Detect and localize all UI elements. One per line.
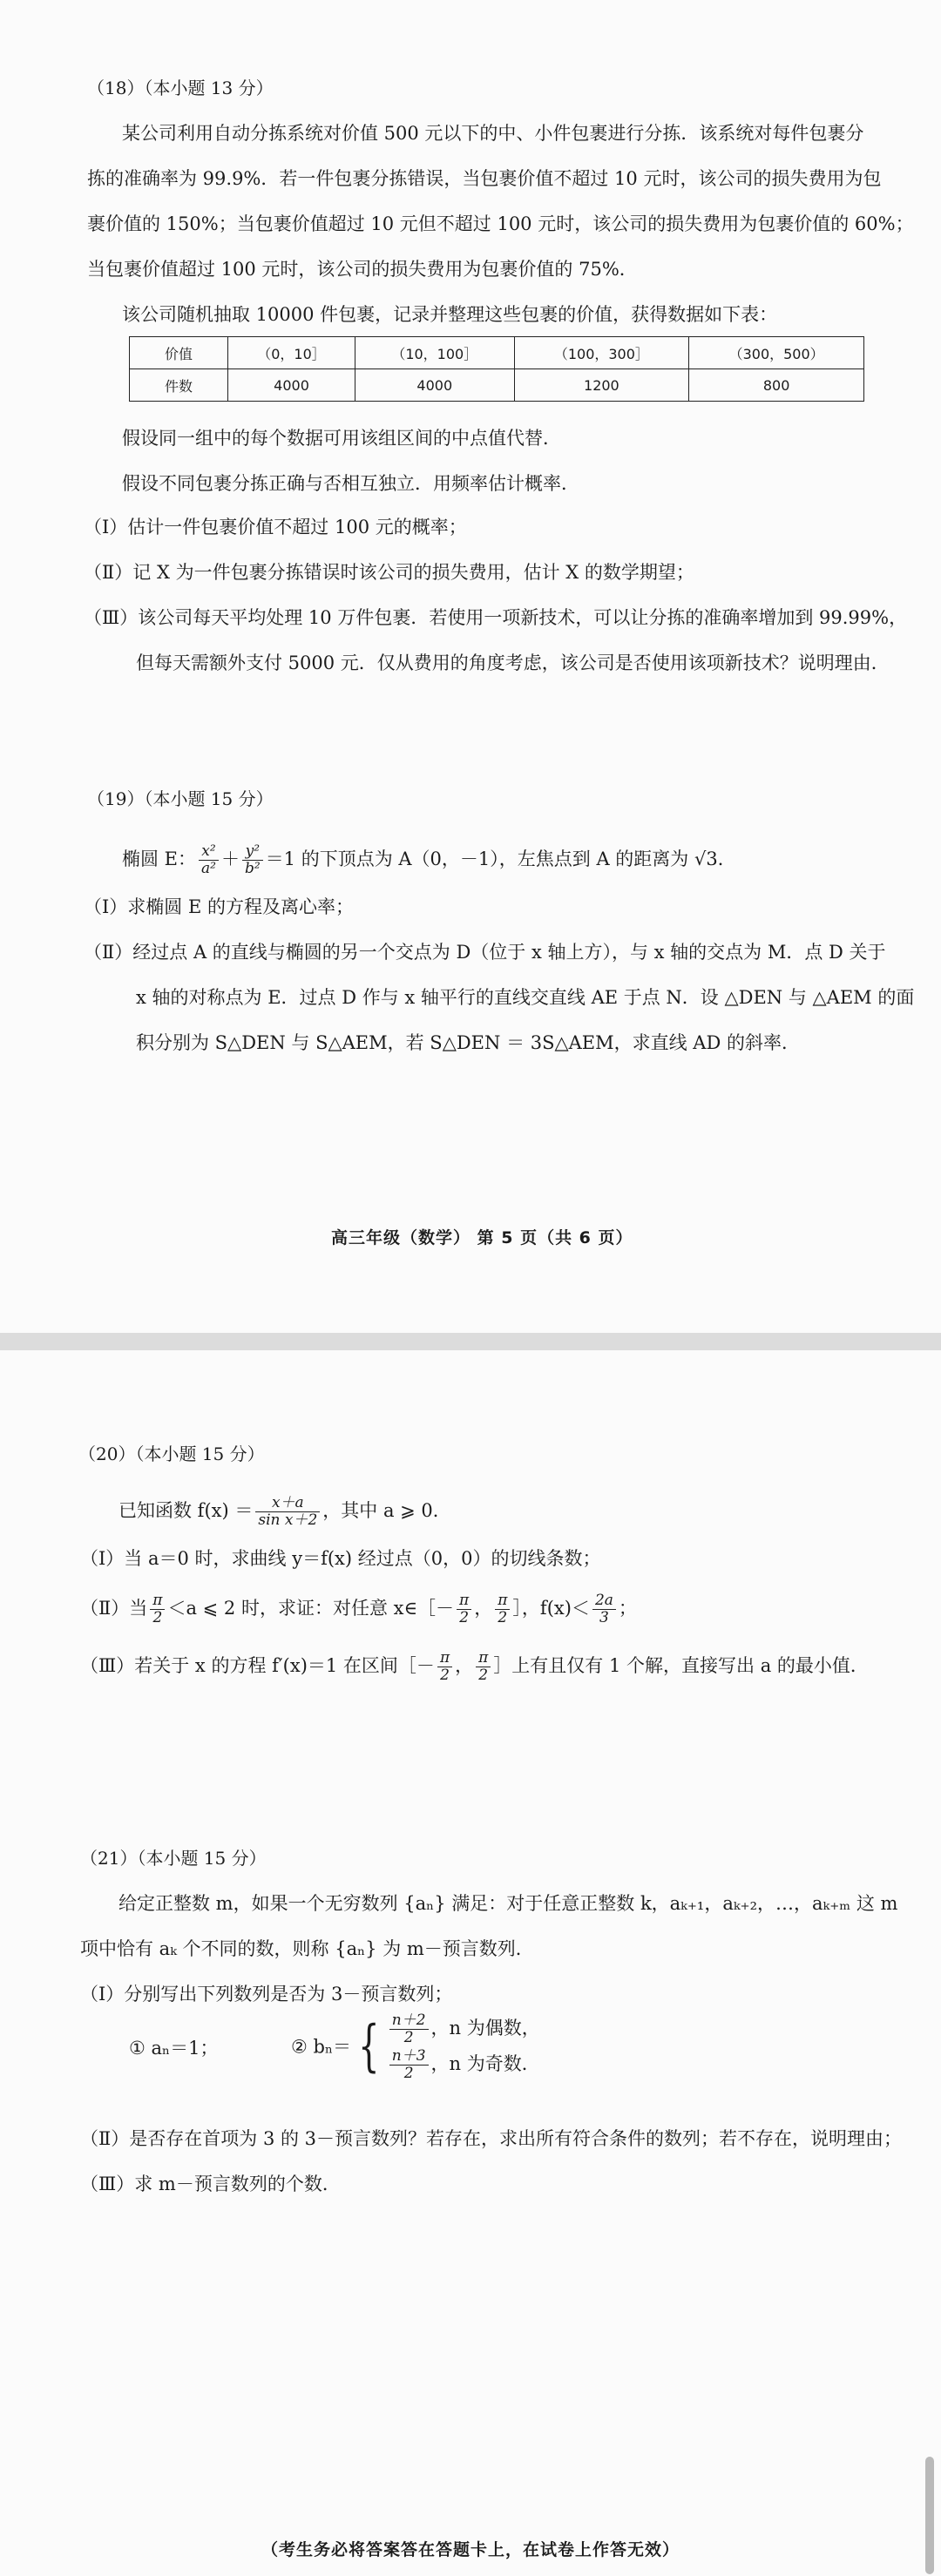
page-footer: 高三年级（数学） 第 5 页（共 6 页）: [331, 1228, 633, 1247]
table-row: [130, 337, 864, 369]
q18-text-line-3: 裹价值的 150%；当包裹价值超过 10 元但不超过 100 元时，该公司的损失费用为包裹价值的 60%；: [87, 213, 914, 234]
q19-part-1: （Ⅰ）求椭圆 E 的方程及离心率；: [84, 896, 354, 917]
q18-text-line-2: 拣的准确率为 99.9%．若一件包裹分拣错误，当包裹价值不超过 10 元时，该公司的损失费用为包: [87, 168, 882, 189]
q21-text-line-2: 项中恰有 aₖ 个不同的数，则称 {aₙ} 为 m－预言数列．: [80, 1938, 534, 1959]
table-cell: 1200: [514, 369, 689, 402]
table-row: [130, 369, 864, 402]
question-19-heading: （19）（本小题 15 分）: [87, 788, 274, 809]
fraction-y2-b2: $\frac{\text{y²}}{\text{b²}}$: [242, 843, 263, 876]
q19-part-2-line-2: x 轴的对称点为 E．过点 D 作与 x 轴平行的直线交直线 AE 于点 N．设 △DEN 与 △AEM 的面: [136, 987, 915, 1008]
fraction-pi-2: $\frac{\pi}{2}$: [495, 1592, 510, 1626]
table-cell: 件数: [130, 369, 228, 402]
q20-text-line-1: [118, 1490, 451, 1531]
q21-text-line-1: 给定正整数 m，如果一个无穷数列 {aₙ} 满足：对于任意正整数 k，aₖ₊₁，aₖ₊₂，…，aₖ₊ₘ 这 m: [118, 1893, 898, 1914]
q21-part-1: （Ⅰ）分别写出下列数列是否为 3－预言数列；: [80, 1984, 453, 2005]
q18-part-2: （Ⅱ）记 X 为一件包裹分拣错误时该公司的损失费用，估计 X 的数学期望；: [84, 562, 694, 583]
brace: {: [358, 2013, 380, 2079]
q19-intro: 椭圆 E：: [122, 849, 197, 869]
piecewise-definition: $\frac{n+2}{2}$ ，n 为偶数， $\frac{n+3}{2}$ ，n 为奇数．: [387, 2011, 540, 2081]
fraction-function: $\frac{x+a}{\text{sin x＋2}}$: [255, 1495, 320, 1528]
page-footer-notice: （考生务必将答案答在答题卡上，在试卷上作答无效）: [261, 2540, 680, 2559]
table-cell: （0，10］: [228, 337, 355, 369]
table-cell: 800: [689, 369, 864, 402]
q19-part-2-line-1: （Ⅱ）经过点 A 的直线与椭圆的另一个交点为 D（位于 x 轴上方），与 x 轴的交点为 M．点 D 关于: [84, 942, 886, 963]
table-cell: 4000: [228, 369, 355, 402]
q18-assumption-2: 假设不同包裹分拣正确与否相互独立．用频率估计概率．: [122, 473, 579, 494]
q20-function-label: 已知函数 f(x) ＝: [118, 1500, 254, 1521]
fraction-pi-2: $\frac{\pi}{2}$: [150, 1592, 165, 1626]
table-cell: 价值: [130, 337, 228, 369]
q20-part-1: （Ⅰ）当 a＝0 时，求曲线 y＝f(x) 经过点（0，0）的切线条数；: [80, 1548, 601, 1569]
question-21-heading: （21）（本小题 15 分）: [80, 1848, 267, 1869]
q20-part-2: （Ⅱ）当 $\frac{\pi}{2}$ ＜a ⩽ 2 时，求证：对任意 x∈［－ $\frac{\pi}{2}$ ， $\frac{\pi}{2}$ ］，f(x)＜ $\frac{2a}{3}$ ；: [80, 1592, 637, 1626]
q18-assumption-1: 假设同一组中的每个数据可用该组区间的中点值代替．: [122, 428, 561, 449]
fraction-pi-2: $\frac{\pi}{2}$: [437, 1650, 452, 1683]
q20-condition: ，其中 a ⩾ 0．: [322, 1500, 451, 1521]
table-cell: （100，300］: [514, 337, 689, 369]
fraction-pi-2: $\frac{\pi}{2}$: [476, 1650, 491, 1683]
q21-part-3: （Ⅲ）求 m－预言数列的个数．: [80, 2174, 341, 2194]
q20-part-3: （Ⅲ）若关于 x 的方程 f′(x)＝1 在区间［－ $\frac{\pi}{2}$ ， $\frac{\pi}{2}$ ］上有且仅有 1 个解，直接写出 a 的最小值．: [80, 1649, 869, 1684]
q19-part-2-line-3: 积分别为 S△DEN 与 S△AEM，若 S△DEN ＝ 3S△AEM，求直线 AD 的斜率．: [136, 1032, 800, 1053]
table-cell: 4000: [355, 369, 514, 402]
fraction-2a-3: $\frac{2a}{3}$: [592, 1592, 616, 1626]
table-cell: （10，100］: [355, 337, 514, 369]
q18-text-line-5: 该公司随机抽取 10000 件包裹，记录并整理这些包裹的价值，获得数据如下表：: [122, 304, 778, 325]
plus-sign: ＋: [220, 849, 240, 869]
q19-intro-rest: ＝1 的下顶点为 A（0，－1），左焦点到 A 的距离为 √3．: [265, 849, 736, 869]
q18-text-line-1: 某公司利用自动分拣系统对价值 500 元以下的中、小件包裹进行分拣．该系统对每件包裹分: [122, 123, 864, 144]
fraction-x2-a2: $\frac{\text{x²}}{\text{a²}}$: [199, 843, 219, 876]
question-18-heading: （18）（本小题 13 分）: [87, 78, 274, 98]
q19-text-line-1: [122, 838, 736, 880]
fraction-pi-2: $\frac{\pi}{2}$: [457, 1592, 471, 1626]
question-20-heading: （20）（本小题 15 分）: [78, 1444, 265, 1464]
q18-text-line-4: 当包裹价值超过 100 元时，该公司的损失费用为包裹价值的 75%．: [87, 259, 638, 280]
page-divider: [0, 1333, 941, 1350]
q21-option-1: ① aₙ＝1；: [129, 2038, 219, 2059]
q21-part-2: （Ⅱ）是否存在首项为 3 的 3－预言数列？若存在，求出所有符合条件的数列；若不存在，说明理由；: [80, 2128, 903, 2149]
scrollbar[interactable]: [925, 2457, 934, 2574]
table-cell: （300，500）: [689, 337, 864, 369]
q21-option-2: ② bₙ＝ { $\frac{n+2}{2}$ ，n 为偶数， $\frac{n+3}{2}$ ，n 为奇数．: [291, 2011, 540, 2082]
q18-part-3-line-1: （Ⅲ）该公司每天平均处理 10 万件包裹．若使用一项新技术，可以让分拣的准确率增加到 99.99%，: [84, 607, 908, 628]
package-value-table: [129, 336, 864, 402]
exam-page-6: [0, 1350, 941, 2576]
q18-part-3-line-2: 但每天需额外支付 5000 元．仅从费用的角度考虑，该公司是否使用该项新技术？说明理由．: [136, 652, 890, 673]
q18-part-1: （Ⅰ）估计一件包裹价值不超过 100 元的概率；: [84, 517, 467, 538]
